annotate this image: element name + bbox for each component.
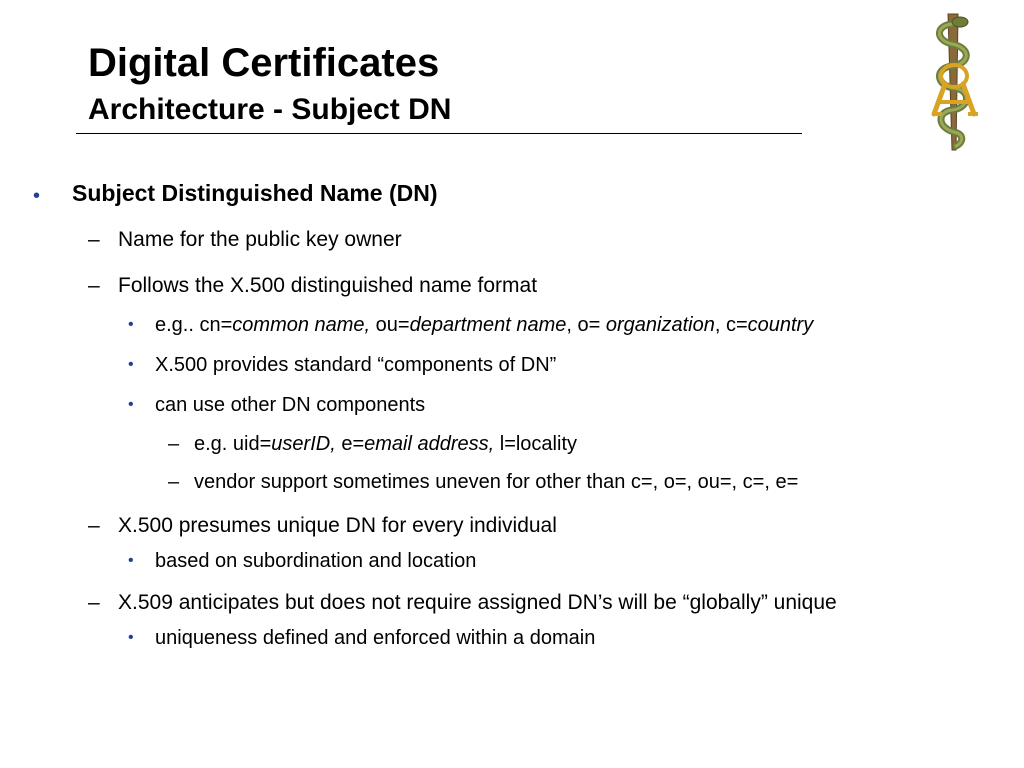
example-text: e.g.. cn=: [155, 314, 233, 336]
list-item: Subject Distinguished Name (DN): [72, 180, 438, 206]
list-item: X.500 provides standard “components of DN”: [155, 354, 557, 376]
example-text: , c=: [714, 314, 748, 336]
list-item: [194, 433, 577, 456]
list-item: Follows the X.500 distinguished name format: [118, 274, 538, 297]
example-text: country: [747, 314, 814, 336]
list-item: X.509 anticipates but does not require assigned DN’s will be “globally” unique: [118, 591, 837, 614]
dash-icon: –: [168, 471, 180, 493]
example-text: e.g. uid=: [194, 433, 272, 455]
bullet-icon: •: [128, 356, 134, 373]
example-text: , o=: [566, 314, 606, 336]
example-text: department name: [409, 314, 567, 336]
dash-icon: –: [88, 514, 100, 537]
caduceus-key-icon: [918, 10, 984, 152]
example-text: ou=: [370, 314, 410, 336]
list-item: X.500 presumes unique DN for every individual: [118, 514, 557, 537]
dash-icon: –: [88, 274, 100, 297]
bullet-icon: •: [128, 396, 134, 413]
example-text: userID,: [271, 433, 336, 455]
dash-icon: –: [88, 228, 100, 251]
dash-icon: –: [168, 433, 180, 455]
bullet-icon: •: [128, 629, 134, 646]
list-item: based on subordination and location: [155, 550, 477, 572]
dash-icon: –: [88, 591, 100, 614]
list-item: can use other DN components: [155, 394, 426, 416]
page-title: Digital Certificates: [88, 41, 440, 85]
example-text: common name,: [232, 314, 371, 336]
title-divider: [76, 133, 802, 134]
example-text: email address,: [364, 433, 495, 455]
example-text: l=locality: [494, 433, 577, 455]
bullet-icon: •: [128, 316, 134, 333]
page-subtitle: Architecture - Subject DN: [88, 93, 452, 126]
bullet-icon: •: [33, 185, 41, 207]
list-item: uniqueness defined and enforced within a domain: [155, 627, 596, 649]
list-item: vendor support sometimes uneven for other than c=, o=, ou=, c=, e=: [194, 471, 799, 493]
list-item: [155, 314, 813, 337]
bullet-icon: •: [128, 552, 134, 569]
example-text: e=: [335, 433, 365, 455]
example-text: organization: [605, 314, 715, 336]
list-item: Name for the public key owner: [118, 228, 402, 251]
